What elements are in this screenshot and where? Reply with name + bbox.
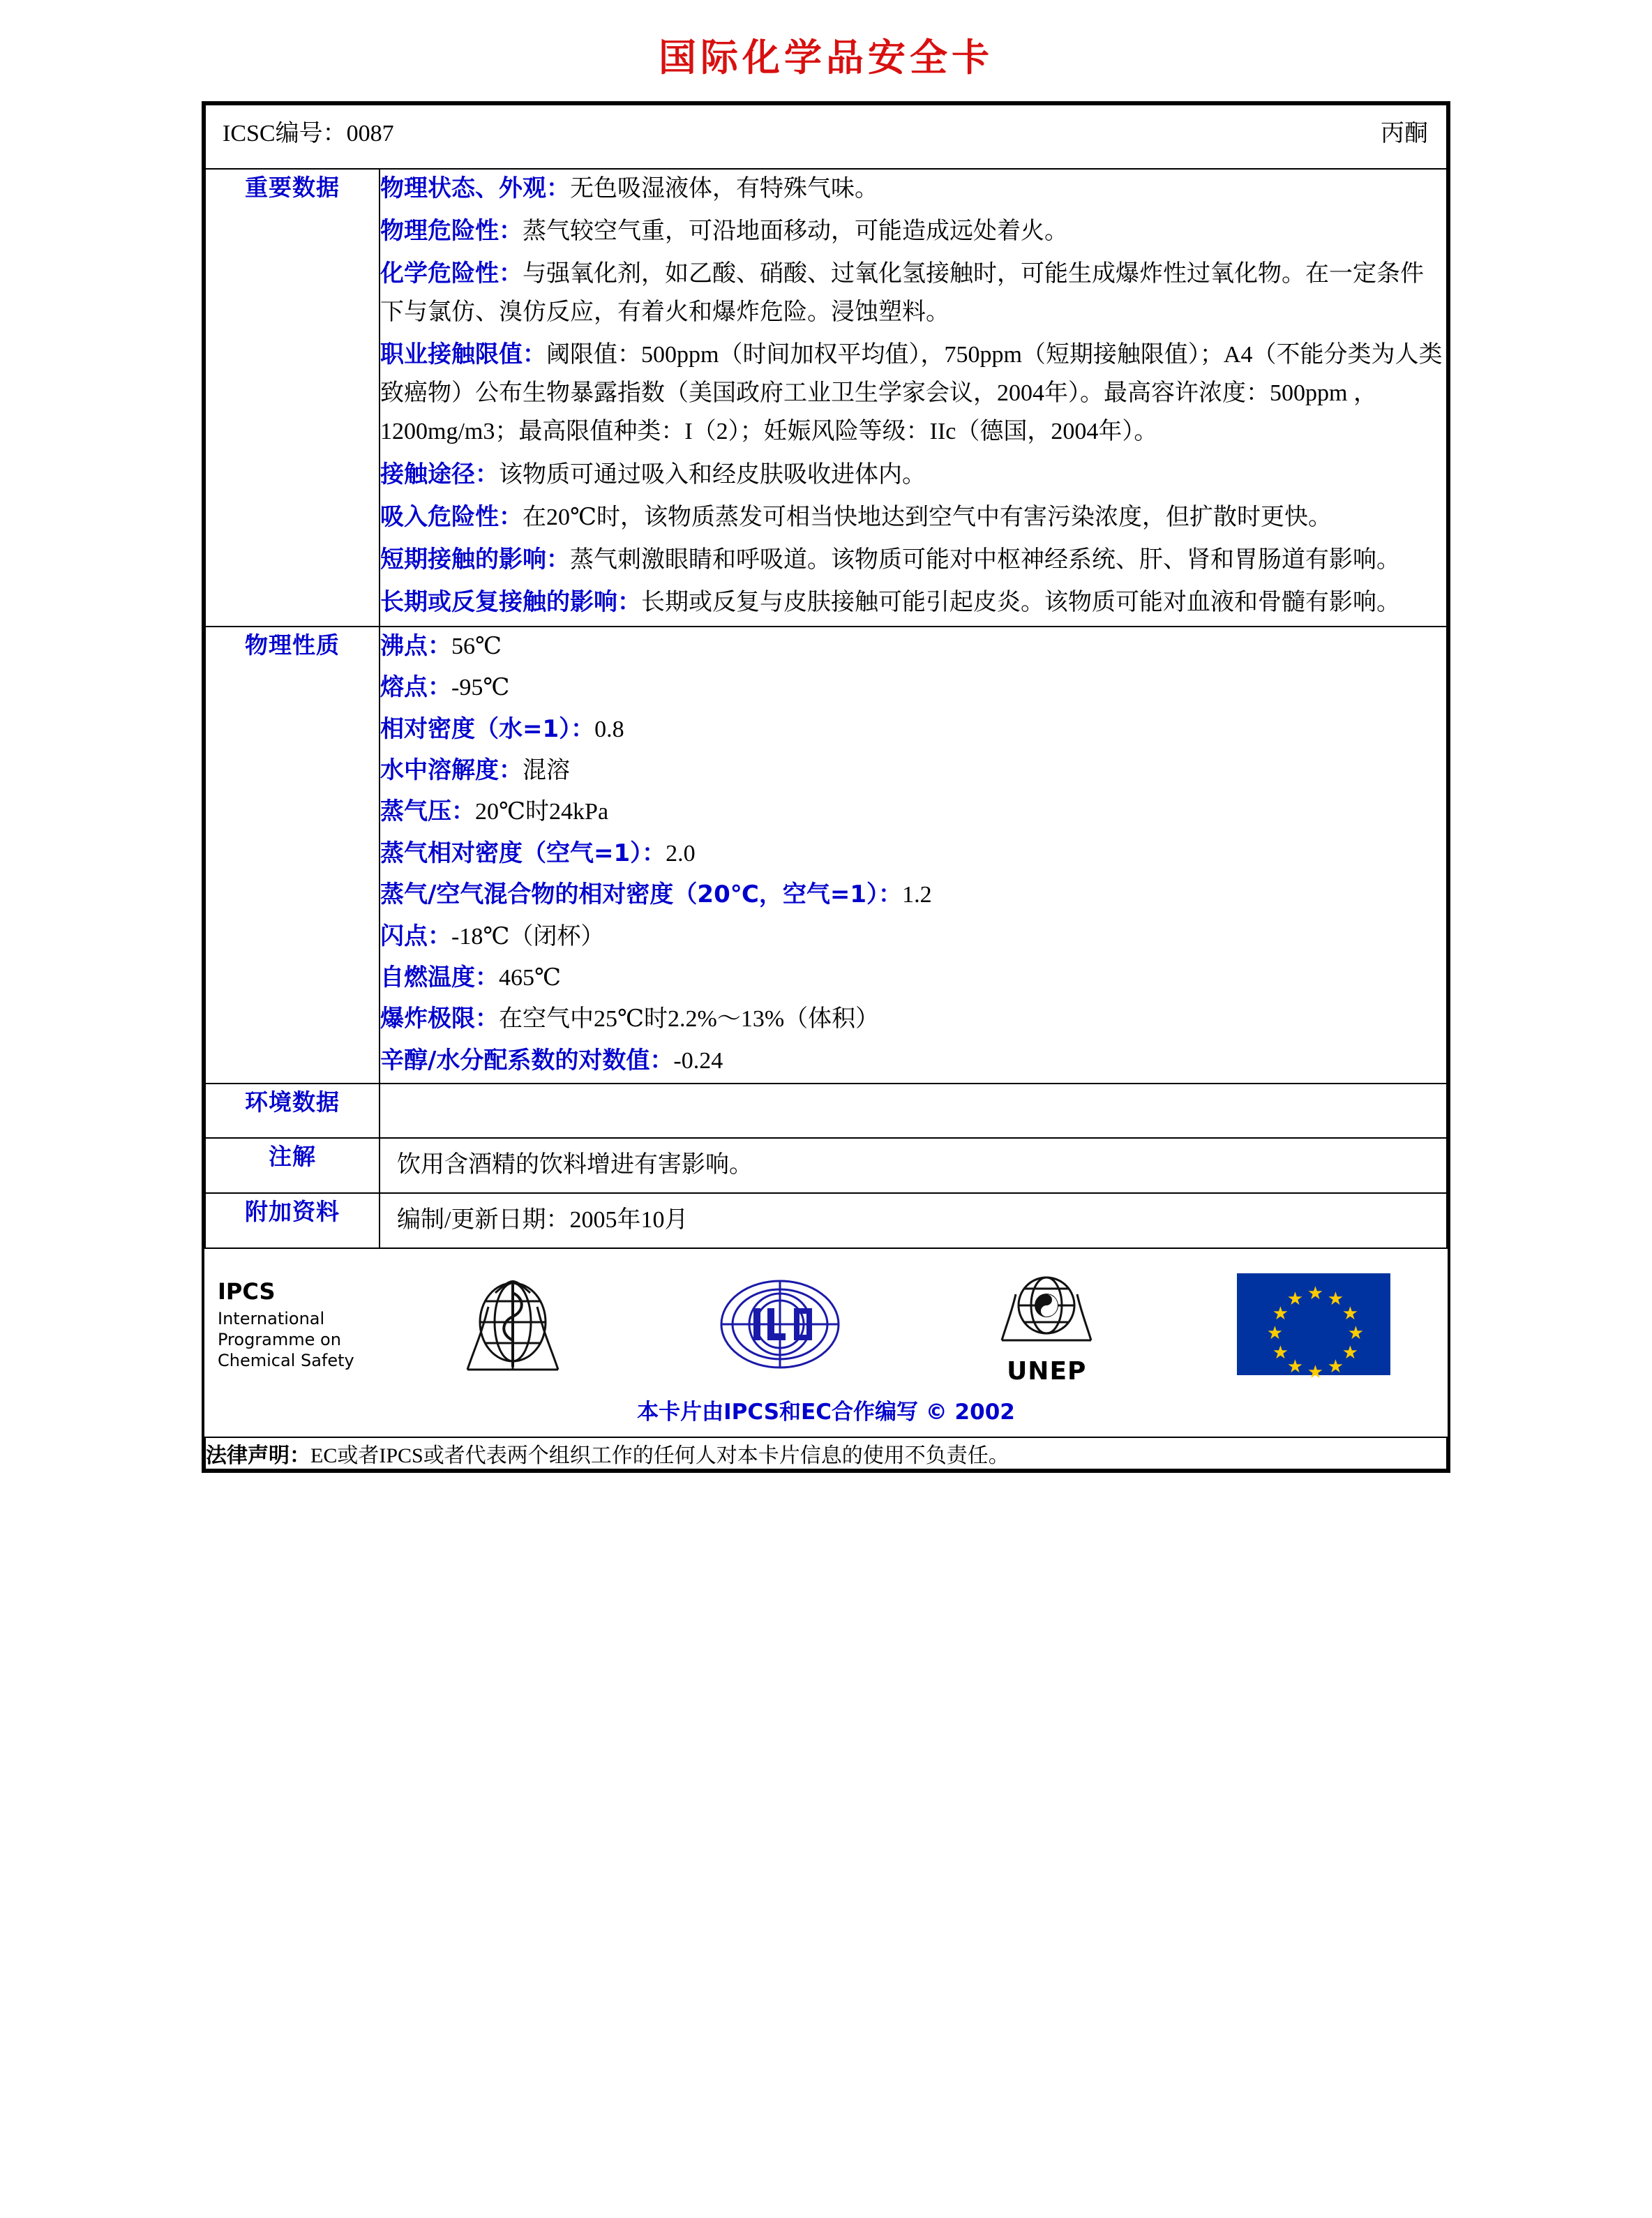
ipcs-subtitle-line2: Programme on bbox=[218, 1329, 341, 1349]
data-item-key: 化学危险性： bbox=[380, 260, 523, 288]
ipcs-title: IPCS bbox=[218, 1278, 276, 1305]
card-header bbox=[206, 105, 1446, 168]
data-item-key: 职业接触限值： bbox=[380, 340, 546, 369]
page-title: 国际化学品安全卡 bbox=[659, 36, 993, 80]
ipcs-subtitle-line3: Chemical Safety bbox=[218, 1350, 354, 1370]
property-key: 沸点： bbox=[380, 631, 451, 660]
who-logo-slot bbox=[380, 1261, 647, 1387]
data-item bbox=[380, 255, 1446, 331]
property-item bbox=[380, 876, 1446, 914]
notes-row bbox=[205, 1138, 1447, 1193]
data-item-value: 在20℃时，该物质蒸发可相当快地达到空气中有害污染浓度，但扩散时更快。 bbox=[523, 504, 1332, 530]
property-key: 蒸气压： bbox=[380, 797, 475, 826]
data-item bbox=[380, 170, 1446, 208]
property-key: 相对密度（水=1）： bbox=[380, 714, 595, 743]
card-table bbox=[204, 104, 1448, 1470]
property-value: -95℃ bbox=[451, 675, 510, 701]
property-value: 0.8 bbox=[594, 716, 624, 742]
unep-logo-slot bbox=[913, 1261, 1180, 1387]
property-item bbox=[380, 627, 1446, 666]
icsc-number-block bbox=[223, 114, 394, 148]
property-item bbox=[380, 959, 1446, 997]
property-item bbox=[380, 1042, 1446, 1080]
notes-content bbox=[380, 1138, 1447, 1193]
property-key: 水中溶解度： bbox=[380, 756, 523, 785]
data-item-key: 物理状态、外观： bbox=[380, 174, 570, 202]
disclaimer-row bbox=[205, 1437, 1447, 1469]
disclaimer-text: EC或者IPCS或者代表两个组织工作的任何人对本卡片信息的使用不负责任。 bbox=[310, 1444, 1009, 1468]
property-item bbox=[380, 834, 1446, 873]
ilo-logo-slot bbox=[647, 1261, 914, 1387]
logo-strip bbox=[205, 1249, 1447, 1394]
data-item bbox=[380, 456, 1446, 494]
property-key: 熔点： bbox=[380, 673, 451, 702]
substance-name: 丙酮 bbox=[1381, 121, 1428, 147]
property-value: 在空气中25℃时2.2%～13%（体积） bbox=[499, 1006, 880, 1033]
property-value: 混溶 bbox=[523, 758, 570, 784]
property-item bbox=[380, 1000, 1446, 1038]
property-key: 爆炸极限： bbox=[380, 1005, 499, 1033]
logos-row bbox=[205, 1248, 1447, 1437]
data-item-key: 接触途径： bbox=[380, 460, 499, 488]
ipcs-block bbox=[205, 1278, 380, 1370]
data-item-value: 与强氧化剂，如乙酸、硝酸、过氧化氢接触时，可能生成爆炸性过氧化物。在一定条件下与氯仿、溴仿反应，有着火和爆炸危险。浸蚀塑料。 bbox=[380, 261, 1424, 326]
data-item-value: 蒸气较空气重，可沿地面移动，可能造成远处着火。 bbox=[523, 218, 1068, 245]
footer bbox=[205, 1249, 1447, 1437]
property-value: -0.24 bbox=[673, 1047, 723, 1074]
data-item bbox=[380, 583, 1446, 622]
data-item-value: 蒸气刺激眼睛和呼吸道。该物质可能对中枢神经系统、肝、肾和胃肠道有影响。 bbox=[570, 546, 1400, 573]
ilo-logo bbox=[703, 1265, 857, 1384]
data-item bbox=[380, 498, 1446, 537]
data-item-key: 吸入危险性： bbox=[380, 502, 523, 531]
additional-info-value: 编制/更新日期：2005年10月 bbox=[397, 1207, 689, 1234]
ipcs-subtitle bbox=[218, 1308, 380, 1371]
property-value: 1.2 bbox=[902, 882, 932, 908]
property-key: 蒸气相对密度（空气=1）： bbox=[380, 839, 666, 867]
notes-label: 注解 bbox=[205, 1138, 380, 1193]
unep-emblem-icon bbox=[984, 1264, 1109, 1358]
property-item bbox=[380, 793, 1446, 831]
data-item-value: 无色吸湿液体，有特殊气味。 bbox=[570, 176, 878, 202]
property-key: 蒸气/空气混合物的相对密度（20℃，空气=1）： bbox=[380, 881, 903, 909]
property-value: 2.0 bbox=[666, 840, 696, 867]
property-key: 自燃温度： bbox=[380, 963, 499, 991]
property-item bbox=[380, 668, 1446, 707]
data-item bbox=[380, 541, 1446, 579]
icsc-number: 0087 bbox=[346, 121, 394, 147]
data-item bbox=[380, 212, 1446, 250]
environmental-data-content bbox=[380, 1084, 1447, 1138]
environmental-data-label: 环境数据 bbox=[205, 1084, 380, 1138]
data-item-value: 阈限值：500ppm（时间加权平均值），750ppm（短期接触限值）；A4（不能分类为人类致癌物）公布生物暴露指数（美国政府工业卫生学家会议，2004年）。最高容许浓度：500ppm ，1200mg/m3；最高限值种类：I（2）；妊娠风险等级：IIc（德国，2004年）。 bbox=[380, 342, 1443, 445]
ipcs-subtitle-line1: International bbox=[218, 1308, 325, 1328]
property-key: 闪点： bbox=[380, 922, 451, 950]
important-data-content bbox=[380, 169, 1447, 627]
data-item bbox=[380, 336, 1446, 451]
notes-value: 饮用含酒精的饮料增进有害影响。 bbox=[397, 1152, 753, 1178]
data-item-key: 短期接触的影响： bbox=[380, 545, 570, 574]
property-value: 465℃ bbox=[499, 964, 562, 991]
data-item-value: 长期或反复与皮肤接触可能引起皮炎。该物质可能对血液和骨髓有影响。 bbox=[641, 589, 1400, 615]
disclaimer bbox=[205, 1437, 1447, 1469]
property-item bbox=[380, 710, 1446, 749]
icsc-label: ICSC编号： bbox=[223, 121, 347, 147]
disclaimer-key: 法律声明： bbox=[206, 1444, 310, 1469]
data-item-key: 长期或反复接触的影响： bbox=[380, 587, 641, 616]
property-value: -18℃（闭杯） bbox=[451, 923, 605, 950]
eu-flag-slot bbox=[1180, 1261, 1448, 1387]
safety-card bbox=[202, 101, 1450, 1473]
property-key: 辛醇/水分配系数的对数值： bbox=[380, 1046, 674, 1074]
property-value: 20℃时24kPa bbox=[475, 799, 609, 825]
additional-info-row bbox=[205, 1193, 1447, 1248]
who-logo bbox=[446, 1265, 579, 1384]
eu-flag: ★ ★ ★ ★ ★ ★ ★ ★ ★ ★ ★ ★ bbox=[1237, 1273, 1390, 1375]
data-item-key: 物理危险性： bbox=[380, 217, 523, 246]
property-value: 56℃ bbox=[451, 633, 502, 659]
additional-info-content bbox=[380, 1193, 1447, 1248]
important-data-row bbox=[205, 169, 1447, 627]
physical-properties-label: 物理性质 bbox=[205, 627, 380, 1084]
unep-label: UNEP bbox=[1007, 1356, 1087, 1386]
environmental-data-row bbox=[205, 1084, 1447, 1138]
credit-line: 本卡片由IPCS和EC合作编写 © 2002 bbox=[637, 1400, 1015, 1425]
physical-properties-row bbox=[205, 627, 1447, 1084]
data-item-value: 该物质可通过吸入和经皮肤吸收进体内。 bbox=[499, 461, 926, 488]
important-data-label: 重要数据 bbox=[205, 169, 380, 627]
card-header-row bbox=[205, 105, 1447, 169]
property-item bbox=[380, 917, 1446, 956]
property-item bbox=[380, 751, 1446, 790]
physical-properties-content bbox=[380, 627, 1447, 1084]
additional-info-label: 附加资料 bbox=[205, 1193, 380, 1248]
